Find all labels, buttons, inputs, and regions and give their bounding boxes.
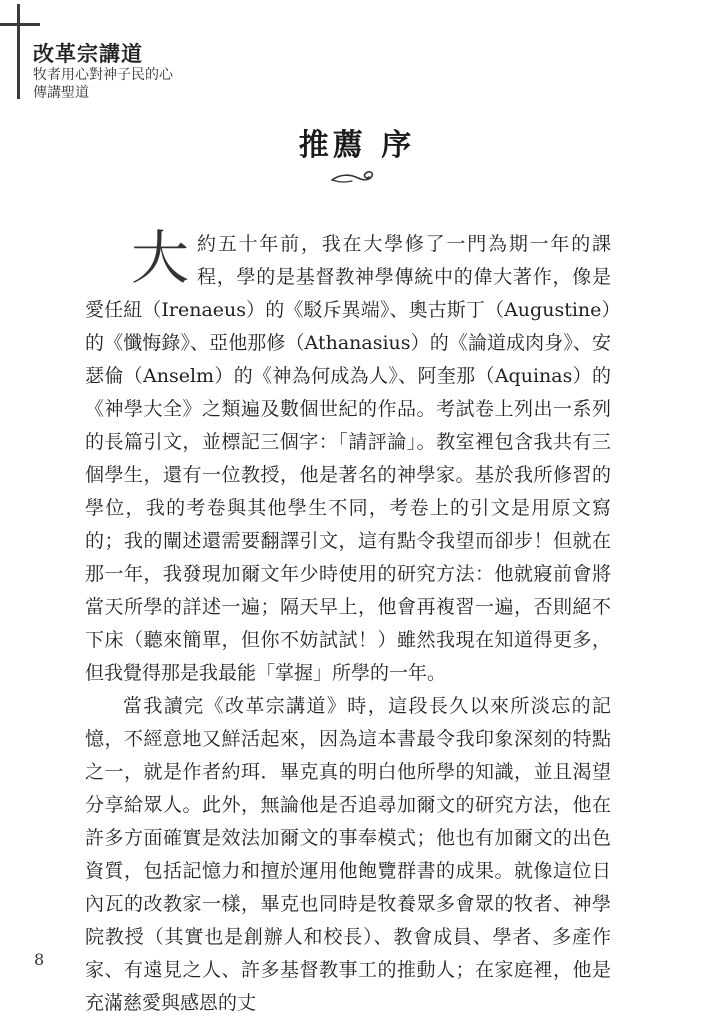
paragraph-1-text: 約五十年前，我在大學修了一門為期一年的課程，學的是基督教神學傳統中的偉大著作，像是愛任紐（Irenaeus）的《駁斥異端》、奧古斯丁（Augustine）的《懺悔錄》、亞他那修（Athanasius）的《論道成肉身》、安瑟倫（Anselm）的《神為何成為人》、阿奎那（Aquinas）的《神學大全》之類遍及數個世紀的作品。考試卷上列出一系列的長篇引文，並標記三個字：「請評論」。教室裡包含我共有三個學生，還有一位教授，他是著名的神學家。基於我所修習的學位，我的考卷與其他學生不同，考卷上的引文是用原文寫的；我的闡述還需要翻譯引文，這有點令我望而卻步！但就在那一年，我發現加爾文年少時使用的研究方法：他就寢前會將當天所學的詳述一遍；隔天早上，他會再複習一遍，否則絕不下床（聽來簡單，但你不妨試試！）雖然我現在知道得更多，但我覺得那是我最能「掌握」所學的一年。	[85, 233, 611, 684]
page-number: 8	[34, 950, 45, 969]
book-subtitle-line2: 傳講聖道	[33, 85, 89, 101]
paragraph-2: 當我讀完《改革宗講道》時，這段長久以來所淡忘的記憶，不經意地又鮮活起來，因為這本書最令我印象深刻的特點之一，就是作者約珥．畢克真的明白他所學的知識，並且渴望分享給眾人。此外，無論他是否追尋加爾文的研究方法，他在許多方面確實是效法加爾文的事奉模式；他也有加爾文的出色資質，包括記憶力和擅於運用他飽覽群書的成果。就像這位日內瓦的改教家一樣，畢克也同時是牧養眾多會眾的牧者、神學院教授（其實也是創辦人和校長）、教會成員、學者、多產作家、有遠見之人、許多基督教事工的推動人；在家庭裡，他是充滿慈愛與感恩的丈	[85, 695, 611, 1014]
cross-icon	[17, 4, 20, 99]
foreword-body	[85, 224, 611, 1020]
book-subtitle-line1: 牧者用心對神子民的心	[33, 67, 173, 83]
drop-cap: 大	[131, 224, 190, 292]
paragraph-1	[85, 224, 611, 690]
page-heading: 推薦 序	[298, 128, 416, 163]
ornament-swirl-icon	[330, 166, 376, 188]
book-title: 改革宗講道	[33, 42, 143, 66]
cross-icon-bar	[0, 23, 40, 26]
